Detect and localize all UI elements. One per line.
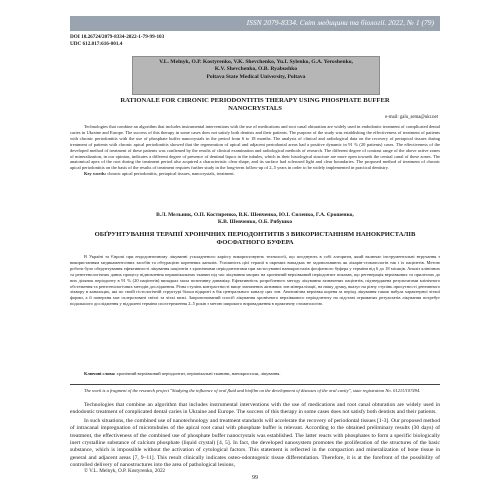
- abstract-en: [70, 124, 440, 177]
- authors-ua-line-2: К.В. Шевченко, О.Б. Рябушко: [217, 219, 293, 225]
- body-paragraph: In such situations, the combined use of nanotechnology and treatment standards will accelerate the recovery of periodontal tissues [1-3]. Our proposed method of intracanal impregnation of microtubules of the apical root canal with phosphate buffer is relevant. According to the obtained preliminary results (30 days) of treatment, the effectiveness of the combined use of phosphate buffer nanocrystals was established. The latter reacts with phosphates to form a specific biologically inert crystalline substance of calcium phosphate (liquid crystal) [4, 5]. In fact, the developed nanosystem promotes the proliferation of the structures of the basic substance, which is impossible without the activation of cytological factors. This statement is reflected in the compaction and mineralization of bone tissue in general and adjacent areas [7, 9–11]. This result clinically indicates osteo-odontogenic tissue differentiation. Therefore, it is at the forefront of the possibility of controlled delivery of nanostructures into the area of pathological lesions,: [70, 417, 440, 469]
- affiliation: Poltava State Medical University, Poltava: [206, 73, 306, 80]
- page-number: 99: [252, 475, 258, 481]
- funding-footnote: The work is a fragment of the research project "Studying the influence of oral fluid and biofilm on the development of diseases of the oral cavity", state registration No. 0121U107494.: [84, 388, 421, 393]
- author-box: [132, 56, 380, 95]
- udc: UDC 612.017:616-001.4: [70, 40, 123, 47]
- contact-email: e-mail: galu_sema@ukr.net: [385, 115, 438, 120]
- abstract-en-text: Technologies that combine an algorithm that includes instrumental interventions with the use of medications and root canal obturation are widely used in endodontic treatment of complicated dental caries in Ukraine and Europe. The success of this therapy in some cases does not satisfy both dentists and their patients. The purpose of the study was establishing the effectiveness of treatment of patients with chronic periodontitis with the use of phosphate buffer nanocrystals in the period from 6 to 18 months. The analysis of clinical and radiological data on the recovery of periapical tissues during treatment of patients with chronic apical periodontitis showed that the regeneration of apical and adjacent periodontal areas had a positive dynamic in 91 % (20 patients) cases. The effectiveness of the developed method of treatment of these patients was confirmed by the results of clinical examination and radiological methods of research. The different degree of contrast range of the above active zones of mineralization, in our opinion, indicates a different degree of presence of dentinal liquor in the tubules, which in their histological structure are more open towards the central canal of these zones. The anatomical apex of the root during the treatment period also acquired a characteristic clear shape, and its surface had sclerosed light and clear boundaries. The proposed method of treatment of chronic apical periodontitis on the basis of the results of treatment requires further study in the long-term follow-up of 2–5 years in order to be widely implemented in practical dentistry.: [70, 124, 440, 171]
- doi: DOI 10.26724/2079-8334-2022-1-79-99-103: [70, 34, 165, 40]
- article-identifiers: [70, 34, 164, 47]
- abstract-ua: В Україні та Європі при ендодонтичному лікуванні ускладненого карієсу використовують технології, що поєднують в собі алгоритм, який включає інструментальні втручання з використанням медикаментозних засобів та обтурацією кореневих каналів. Успішність цієї терапії в окремих випадках не задовольняють як лікарів-стоматологів так і їх пацієнтів. Метою роботи було обґрунтування ефективності лікування пацієнтів з хронічними періодонтитами при застосуванні нанокристалів фосфатного буфера у терміни від 6 до 18 місяців. Аналіз клінічних та рентгенологічних даних процесу відновлення периапікальних тканин під час лікування хворих на хронічний верхівковий періодонтит показав, що регенерація верхівкових та прилеглих до них ділянок періодонту в 91 % (20 пацієнтів) випадках мала позитивну динаміку. Ефективність розробленого методу лікування зазначених пацієнтів, підтверджена результатами клінічного обстеження та рентгенологічних методів дослідження. Різна ступінь контрастності вище зазначених активних зон мінералізації, на нашу думку, вказує на різну ступінь присутності дентинного ліквору в канальцях, які по своїй гістологічній структурі більш відкриті в бік центрального каналу цих зон. Анатомічна верхівка кореня за період лікування також набула характерної чіткої форми, а її поверхня має склерозовані світлі та чіткі межі. Запропонований спосіб лікування хронічного верхівкового періодонтиту на підставі отриманих результатів лікування потребує подальшого дослідження у віддалені терміни спостереження 2–5 років з метою широкого впровадження в практичну стоматологію.: [70, 254, 440, 307]
- authors-ua: [70, 212, 440, 226]
- keywords-ua-label: Ключові слова:: [84, 371, 116, 376]
- section-divider: [70, 384, 440, 385]
- authors-en-line-1: V.L. Melnyk, O.P. Kostyrenko, V.K. Shevchenko, Yu.I. Sylenko, G.A. Yeroshenko,: [159, 59, 353, 65]
- main-body: [70, 402, 440, 471]
- keywords-ua: [84, 371, 281, 376]
- keywords-en-label: Key words:: [84, 171, 107, 177]
- journal-header: [70, 16, 440, 31]
- article-title-en: RATIONALE FOR CHRONIC PERIODONTITIS THERAPY USING PHOSPHATE BUFFER NANOCRYSTALS: [120, 97, 390, 112]
- authors-ua-line-1: В.Л. Мельник, О.П. Костиренко, В.К. Шевченко, Ю.І. Силенко, Г.А. Єрошенко,: [156, 212, 354, 218]
- article-page: [70, 16, 440, 486]
- authors-en-line-2: K.V. Shevchenko, O.B. Ryabushko: [214, 66, 298, 73]
- copyright-notice: © V.L. Melnyk, O.P. Kostyrenko, 2022: [84, 468, 166, 474]
- keywords-en-text: chronic apical periodontitis, periapical tissues, nanocrystals, treatment.: [107, 171, 235, 177]
- keywords-en: [70, 171, 440, 177]
- article-title-ua: ОБҐРУНТУВАННЯ ТЕРАПІЇ ХРОНІЧНИХ ПЕРІОДОНТИТІВ З ВИКОРИСТАННЯМ НАНОКРИСТАЛІВ ФОСФАТНОГО БУФЕРА: [94, 231, 416, 246]
- keywords-ua-text: хронічний верхівковий періодонтит, періапікальні тканини, нанокристали, лікування.: [116, 371, 281, 376]
- body-paragraph: Technologies that combine an algorithm that includes instrumental interventions with the use of medications and root canal obturation are widely used in endodontic treatment of complicated dental caries in Ukraine and Europe. The success of this therapy in some cases does not satisfy both dentists and their patients.: [70, 402, 440, 416]
- journal-name: ISSN 2079-8334. Світ медицини та біології. 2022, № 1 (79): [246, 18, 434, 27]
